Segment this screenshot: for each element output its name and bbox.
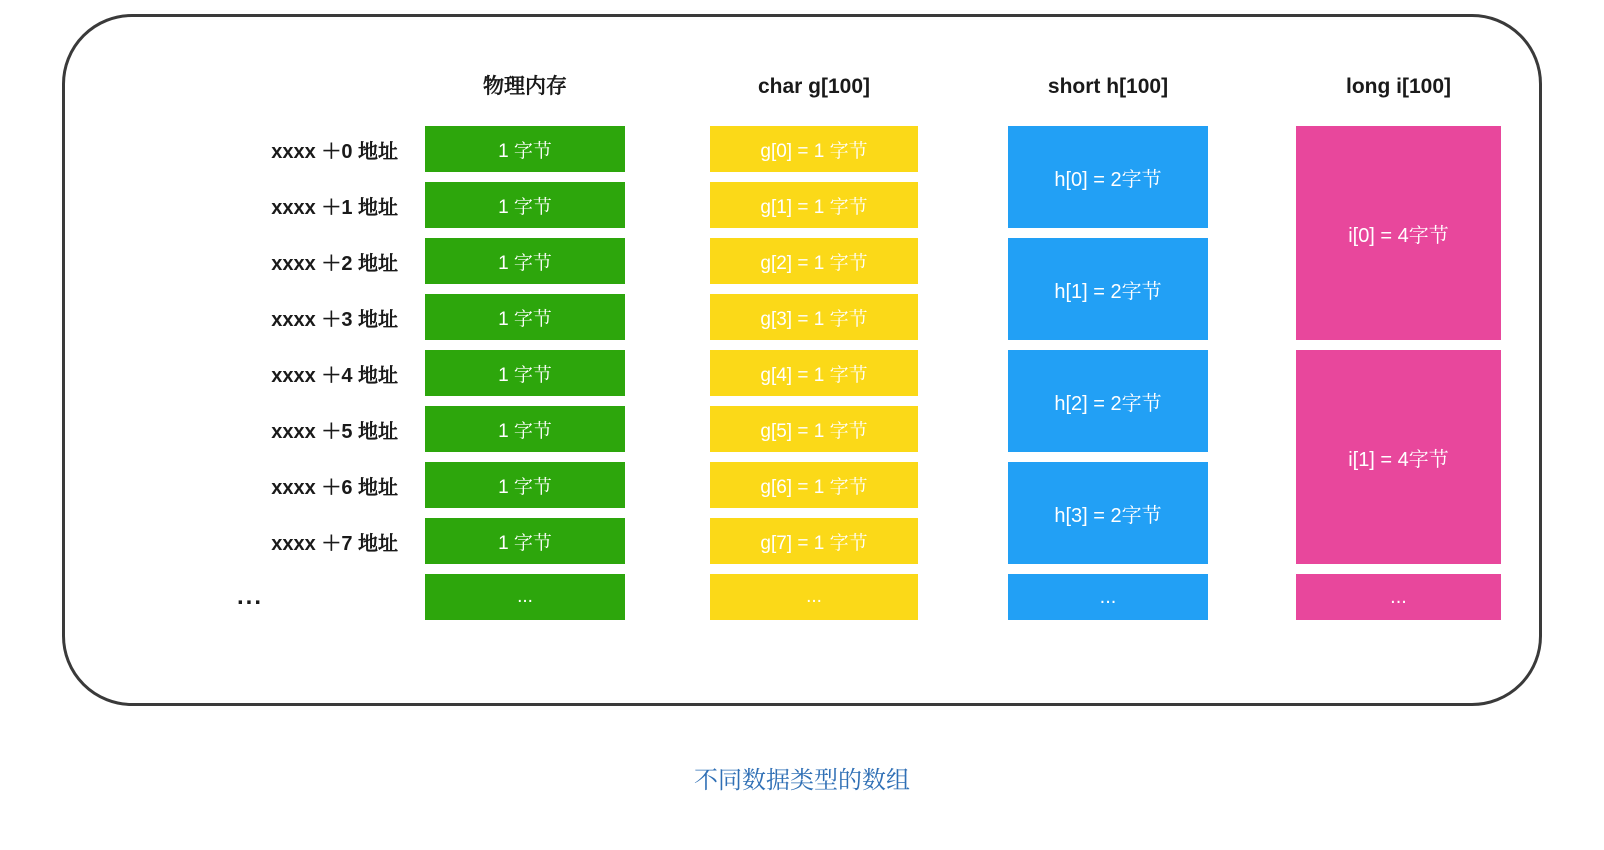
address-label: xxxx ＋2 地址 bbox=[271, 252, 398, 275]
address-label: xxxx ＋1 地址 bbox=[271, 196, 398, 219]
address-label: xxxx ＋7 地址 bbox=[271, 532, 398, 555]
long-cell: i[1] = 4字节 bbox=[1296, 350, 1501, 564]
short-cell-ellipsis: ... bbox=[1008, 574, 1208, 620]
address-label: xxxx ＋4 地址 bbox=[271, 364, 398, 387]
column-char-array bbox=[710, 70, 918, 630]
char-cell: g[7] = 1 字节 bbox=[710, 518, 918, 564]
column-header-long-array: long i[100] bbox=[1345, 75, 1451, 98]
char-cell: g[2] = 1 字节 bbox=[710, 238, 918, 284]
memory-cell: 1 字节 bbox=[425, 126, 625, 172]
column-address bbox=[140, 70, 420, 630]
memory-cell-ellipsis: ... bbox=[425, 574, 625, 620]
address-label: xxxx ＋3 地址 bbox=[271, 308, 398, 331]
column-physical-memory bbox=[425, 70, 625, 630]
short-cell: h[0] = 2字节 bbox=[1008, 126, 1208, 228]
memory-cell: 1 字节 bbox=[425, 182, 625, 228]
memory-cell: 1 字节 bbox=[425, 294, 625, 340]
memory-cell: 1 字节 bbox=[425, 462, 625, 508]
char-cell-list bbox=[710, 126, 918, 620]
memory-cell: 1 字节 bbox=[425, 518, 625, 564]
short-cell: h[1] = 2字节 bbox=[1008, 238, 1208, 340]
memory-cell-list bbox=[425, 126, 625, 620]
char-cell: g[5] = 1 字节 bbox=[710, 406, 918, 452]
long-cell-list bbox=[1296, 126, 1501, 620]
memory-cell: 1 字节 bbox=[425, 350, 625, 396]
address-label: xxxx ＋6 地址 bbox=[271, 476, 398, 499]
column-header-physical-memory: 物理内存 bbox=[483, 75, 567, 98]
address-label: xxxx ＋0 地址 bbox=[271, 140, 398, 163]
char-cell: g[3] = 1 字节 bbox=[710, 294, 918, 340]
diagram-caption: 不同数据类型的数组 bbox=[694, 767, 910, 794]
long-cell-ellipsis: ... bbox=[1296, 574, 1501, 620]
char-cell: g[1] = 1 字节 bbox=[710, 182, 918, 228]
char-cell: g[4] = 1 字节 bbox=[710, 350, 918, 396]
long-cell: i[0] = 4字节 bbox=[1296, 126, 1501, 340]
short-cell: h[2] = 2字节 bbox=[1008, 350, 1208, 452]
short-cell: h[3] = 2字节 bbox=[1008, 462, 1208, 564]
memory-cell: 1 字节 bbox=[425, 406, 625, 452]
column-header-short-array: short h[100] bbox=[1047, 75, 1169, 98]
address-cell-list bbox=[140, 126, 420, 620]
address-label-ellipsis: ... bbox=[236, 583, 263, 610]
char-cell: g[0] = 1 字节 bbox=[710, 126, 918, 172]
short-cell-list bbox=[1008, 126, 1208, 620]
char-cell: g[6] = 1 字节 bbox=[710, 462, 918, 508]
memory-cell: 1 字节 bbox=[425, 238, 625, 284]
address-label: xxxx ＋5 地址 bbox=[271, 420, 398, 443]
char-cell-ellipsis: ... bbox=[710, 574, 918, 620]
column-long-array bbox=[1296, 70, 1501, 630]
column-header-char-array: char g[100] bbox=[757, 75, 871, 98]
column-short-array bbox=[1008, 70, 1208, 630]
